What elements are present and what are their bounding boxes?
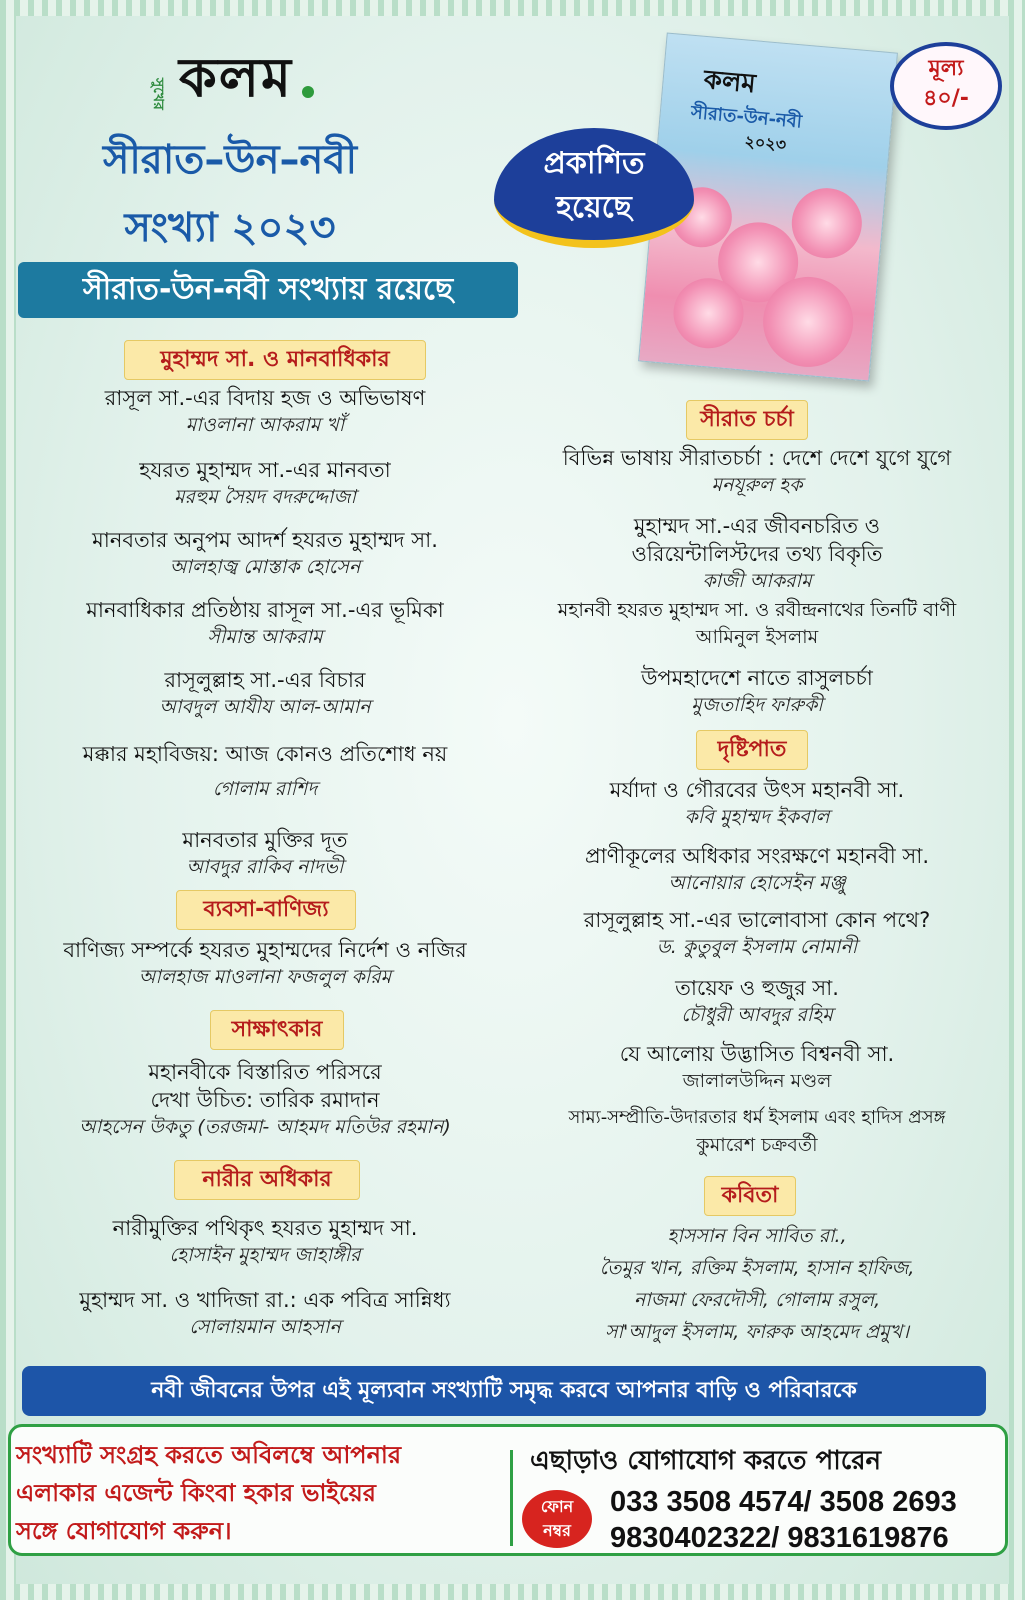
article-list (20, 936, 510, 990)
article-list (512, 906, 1002, 960)
article-list (20, 826, 510, 880)
logo-dot-icon (302, 86, 314, 98)
article-author: মনযূরুল হক (711, 474, 803, 496)
article-title: তায়েফ ও হুজুর সা. (675, 976, 839, 1000)
cover-title: সীরাত-উন-নবী (690, 101, 803, 133)
article-title: প্রাণীকূলের অধিকার সংরক্ষণে মহানবী সা. (584, 844, 930, 868)
poets-list (512, 1220, 1002, 1348)
article-title: সাম্য-সম্প্রীতি-উদারতার ধর্ম ইসলাম এবং হাদিস প্রসঙ্গ (568, 1107, 946, 1128)
price-badge (890, 42, 1002, 130)
section-heading: সাক্ষাৎকার (210, 1010, 344, 1050)
article-author: আনোয়ার হোসেইন মঞ্জু (668, 872, 846, 894)
article-author: ড. কুতুবুল ইসলাম নোমানী (656, 936, 858, 958)
logo-text: কলম (179, 46, 293, 109)
article-title: মুহাম্মদ সা.-এর জীবনচরিত ও (633, 514, 881, 538)
article-title: ওরিয়েন্টালিস্টদের তথ্য বিকৃতি (631, 542, 883, 566)
poet-line: তৈমুর খান, রক্তিম ইসলাম, হাসান হাফিজ, (599, 1257, 915, 1279)
article-title: বাণিজ্য সম্পর্কে হযরত মুহাম্মদের নির্দেশ ও নজির (63, 938, 467, 962)
article-list (512, 842, 1002, 896)
issue-title: সীরাত–উন–নবী (102, 137, 358, 183)
article-author: মুজতাহিদ ফারুকী (691, 694, 823, 716)
notice-line: এলাকার এজেন্ট কিংবা হকার ভাইয়ের (16, 1479, 376, 1507)
logo-small-text: সুখের (149, 78, 166, 110)
article-list (512, 974, 1002, 1028)
article-title: মর্যাদা ও গৌরবের উৎস মহানবী সা. (609, 778, 905, 802)
article-list (512, 512, 1002, 594)
contact-heading: এছাড়াও যোগাযোগ করতে পারেন (530, 1446, 882, 1476)
article-author: আলহাজ মাওলানা ফজলুল করিম (138, 966, 392, 988)
collect-notice (16, 1436, 504, 1550)
article-list (20, 526, 510, 580)
article-author: কুমারেশ চক্রবর্তী (696, 1134, 818, 1156)
article-author: সোলায়মান আহসান (189, 1316, 341, 1338)
article-list (20, 596, 510, 650)
phone-icon (522, 1490, 592, 1548)
contents-banner: সীরাত-উন-নবী সংখ্যায় রয়েছে (18, 262, 518, 318)
poet-line: সা'আদুল ইসলাম, ফারুক আহমেদ প্রমুখ। (604, 1321, 909, 1343)
footer-banner: নবী জীবনের উপর এই মূল্যবান সংখ্যাটি সমৃদ্ধ করবে আপনার বাড়ি ও পরিবারকে (22, 1366, 986, 1416)
section-heading: কবিতা (704, 1176, 796, 1216)
price-label: মূল্য (928, 56, 964, 81)
article-title: রাসূল সা.-এর বিদায় হজ ও অভিভাষণ (104, 386, 426, 410)
phone-badge-line: নম্বর (543, 1521, 571, 1540)
article-title: হযরত মুহাম্মদ সা.-এর মানবতা (139, 458, 391, 482)
article-title: রাসূলুল্লাহ সা.-এর বিচার (164, 668, 366, 692)
cover-year: ২০২৩ (743, 131, 787, 155)
article-list (20, 1286, 510, 1340)
article-author: কাজী আকরাম (702, 570, 812, 592)
article-author: আহসেন উকতু (তরজমা- আহমদ মতিউর রহমান) (79, 1116, 451, 1138)
section-heading: ব্যবসা-বাণিজ্য (176, 890, 356, 930)
article-title: মানবাধিকার প্রতিষ্ঠায় রাসূল সা.-এর ভূমিকা (86, 598, 444, 622)
article-list (508, 596, 1006, 650)
article-author: মরহুম সৈয়দ বদরুদ্দোজা (173, 486, 357, 508)
article-title: বিভিন্ন ভাষায় সীরাতচর্চা : দেশে দেশে যুগে যুগে (562, 446, 952, 470)
article-author: আবদুর রাকিব নাদভী (186, 856, 344, 878)
published-line2: হয়েছে (556, 190, 632, 225)
article-author: আবদুল আযীয আল-আমান (159, 696, 371, 718)
article-list (512, 664, 1002, 718)
article-title: দেখা উচিত: তারিক রমাদান (150, 1088, 380, 1112)
section-heading: মুহাম্মদ সা. ও মানবাধিকার (124, 340, 426, 380)
article-author: চৌধুরী আবদুর রহিম (681, 1004, 833, 1026)
notice-line: সঙ্গে যোগাযোগ করুন। (16, 1517, 232, 1545)
article-list (20, 384, 510, 438)
article-author: আমিনুল ইসলাম (695, 626, 819, 648)
kalam-logo (40, 46, 420, 116)
issue-subtitle: সংখ্যা ২০২৩ (124, 205, 336, 251)
poet-line: হাসসান বিন সাবিত রা., (667, 1225, 847, 1247)
article-author: জালালউদ্দিন মণ্ডল (682, 1070, 832, 1092)
section-heading: দৃষ্টিপাত (696, 730, 808, 770)
published-line1: প্রকাশিত (543, 146, 645, 181)
article-list (512, 1040, 1002, 1094)
divider (510, 1450, 513, 1546)
article-title: নারীমুক্তির পথিকৃৎ হযরত মুহাম্মদ সা. (112, 1216, 418, 1240)
poet-line: নাজমা ফেরদৌসী, গোলাম রসুল, (633, 1289, 881, 1311)
article-author: মাওলানা আকরাম খাঁ (185, 414, 345, 436)
cover-logo: কলম (702, 64, 757, 100)
phone-number[interactable]: 9830402322/ 9831619876 (610, 1522, 949, 1554)
article-list (20, 1058, 510, 1140)
article-title: মানবতার মুক্তির দূত (182, 828, 348, 852)
article-list (20, 740, 510, 802)
article-author: গোলাম রাশিদ (212, 778, 318, 800)
article-list (20, 666, 510, 720)
article-title: রাসূলুল্লাহ সা.-এর ভালোবাসা কোন পথে? (583, 908, 931, 932)
section-heading: নারীর অধিকার (174, 1160, 360, 1200)
article-title: মুহাম্মদ সা. ও খাদিজা রা.: এক পবিত্র সান্নিধ্য (79, 1288, 451, 1312)
article-title: উপমহাদেশে নাতে রাসুলচর্চা (641, 666, 873, 690)
notice-line: সংখ্যাটি সংগ্রহ করতে অবিলম্বে আপনার (16, 1441, 402, 1469)
blossom-image (789, 185, 865, 261)
article-author: সীমান্ত আকরাম (207, 626, 323, 648)
price-value: ৪০/- (923, 86, 969, 111)
phone-numbers (610, 1484, 1002, 1556)
article-author: আলহাজ্ব মোস্তাক হোসেন (169, 556, 361, 578)
article-title: যে আলোয় উদ্ভাসিত বিশ্বনবী সা. (619, 1042, 895, 1066)
article-title: মানবতার অনুপম আদর্শ হযরত মুহাম্মদ সা. (92, 528, 438, 552)
article-list (20, 1214, 510, 1268)
phone-badge-line: ফোন (540, 1497, 574, 1516)
section-heading: সীরাত চর্চা (686, 400, 808, 440)
article-list (20, 456, 510, 510)
phone-number[interactable]: 033 3508 4574/ 3508 2693 (610, 1486, 957, 1518)
article-author: হোসাইন মুহাম্মদ জাহাঙ্গীর (169, 1244, 361, 1266)
article-author: কবি মুহাম্মদ ইকবাল (684, 806, 830, 828)
article-title: মহানবী হযরত মুহাম্মদ সা. ও রবীন্দ্রনাথের তিনটি বাণী (557, 599, 957, 621)
article-list (512, 776, 1002, 830)
published-badge (494, 128, 694, 248)
article-title: মক্কার মহাবিজয়: আজ কোনও প্রতিশোধ নয় (82, 742, 448, 766)
article-list (512, 444, 1002, 498)
article-list (508, 1104, 1006, 1158)
article-title: মহানবীকে বিস্তারিত পরিসরে (148, 1060, 382, 1084)
